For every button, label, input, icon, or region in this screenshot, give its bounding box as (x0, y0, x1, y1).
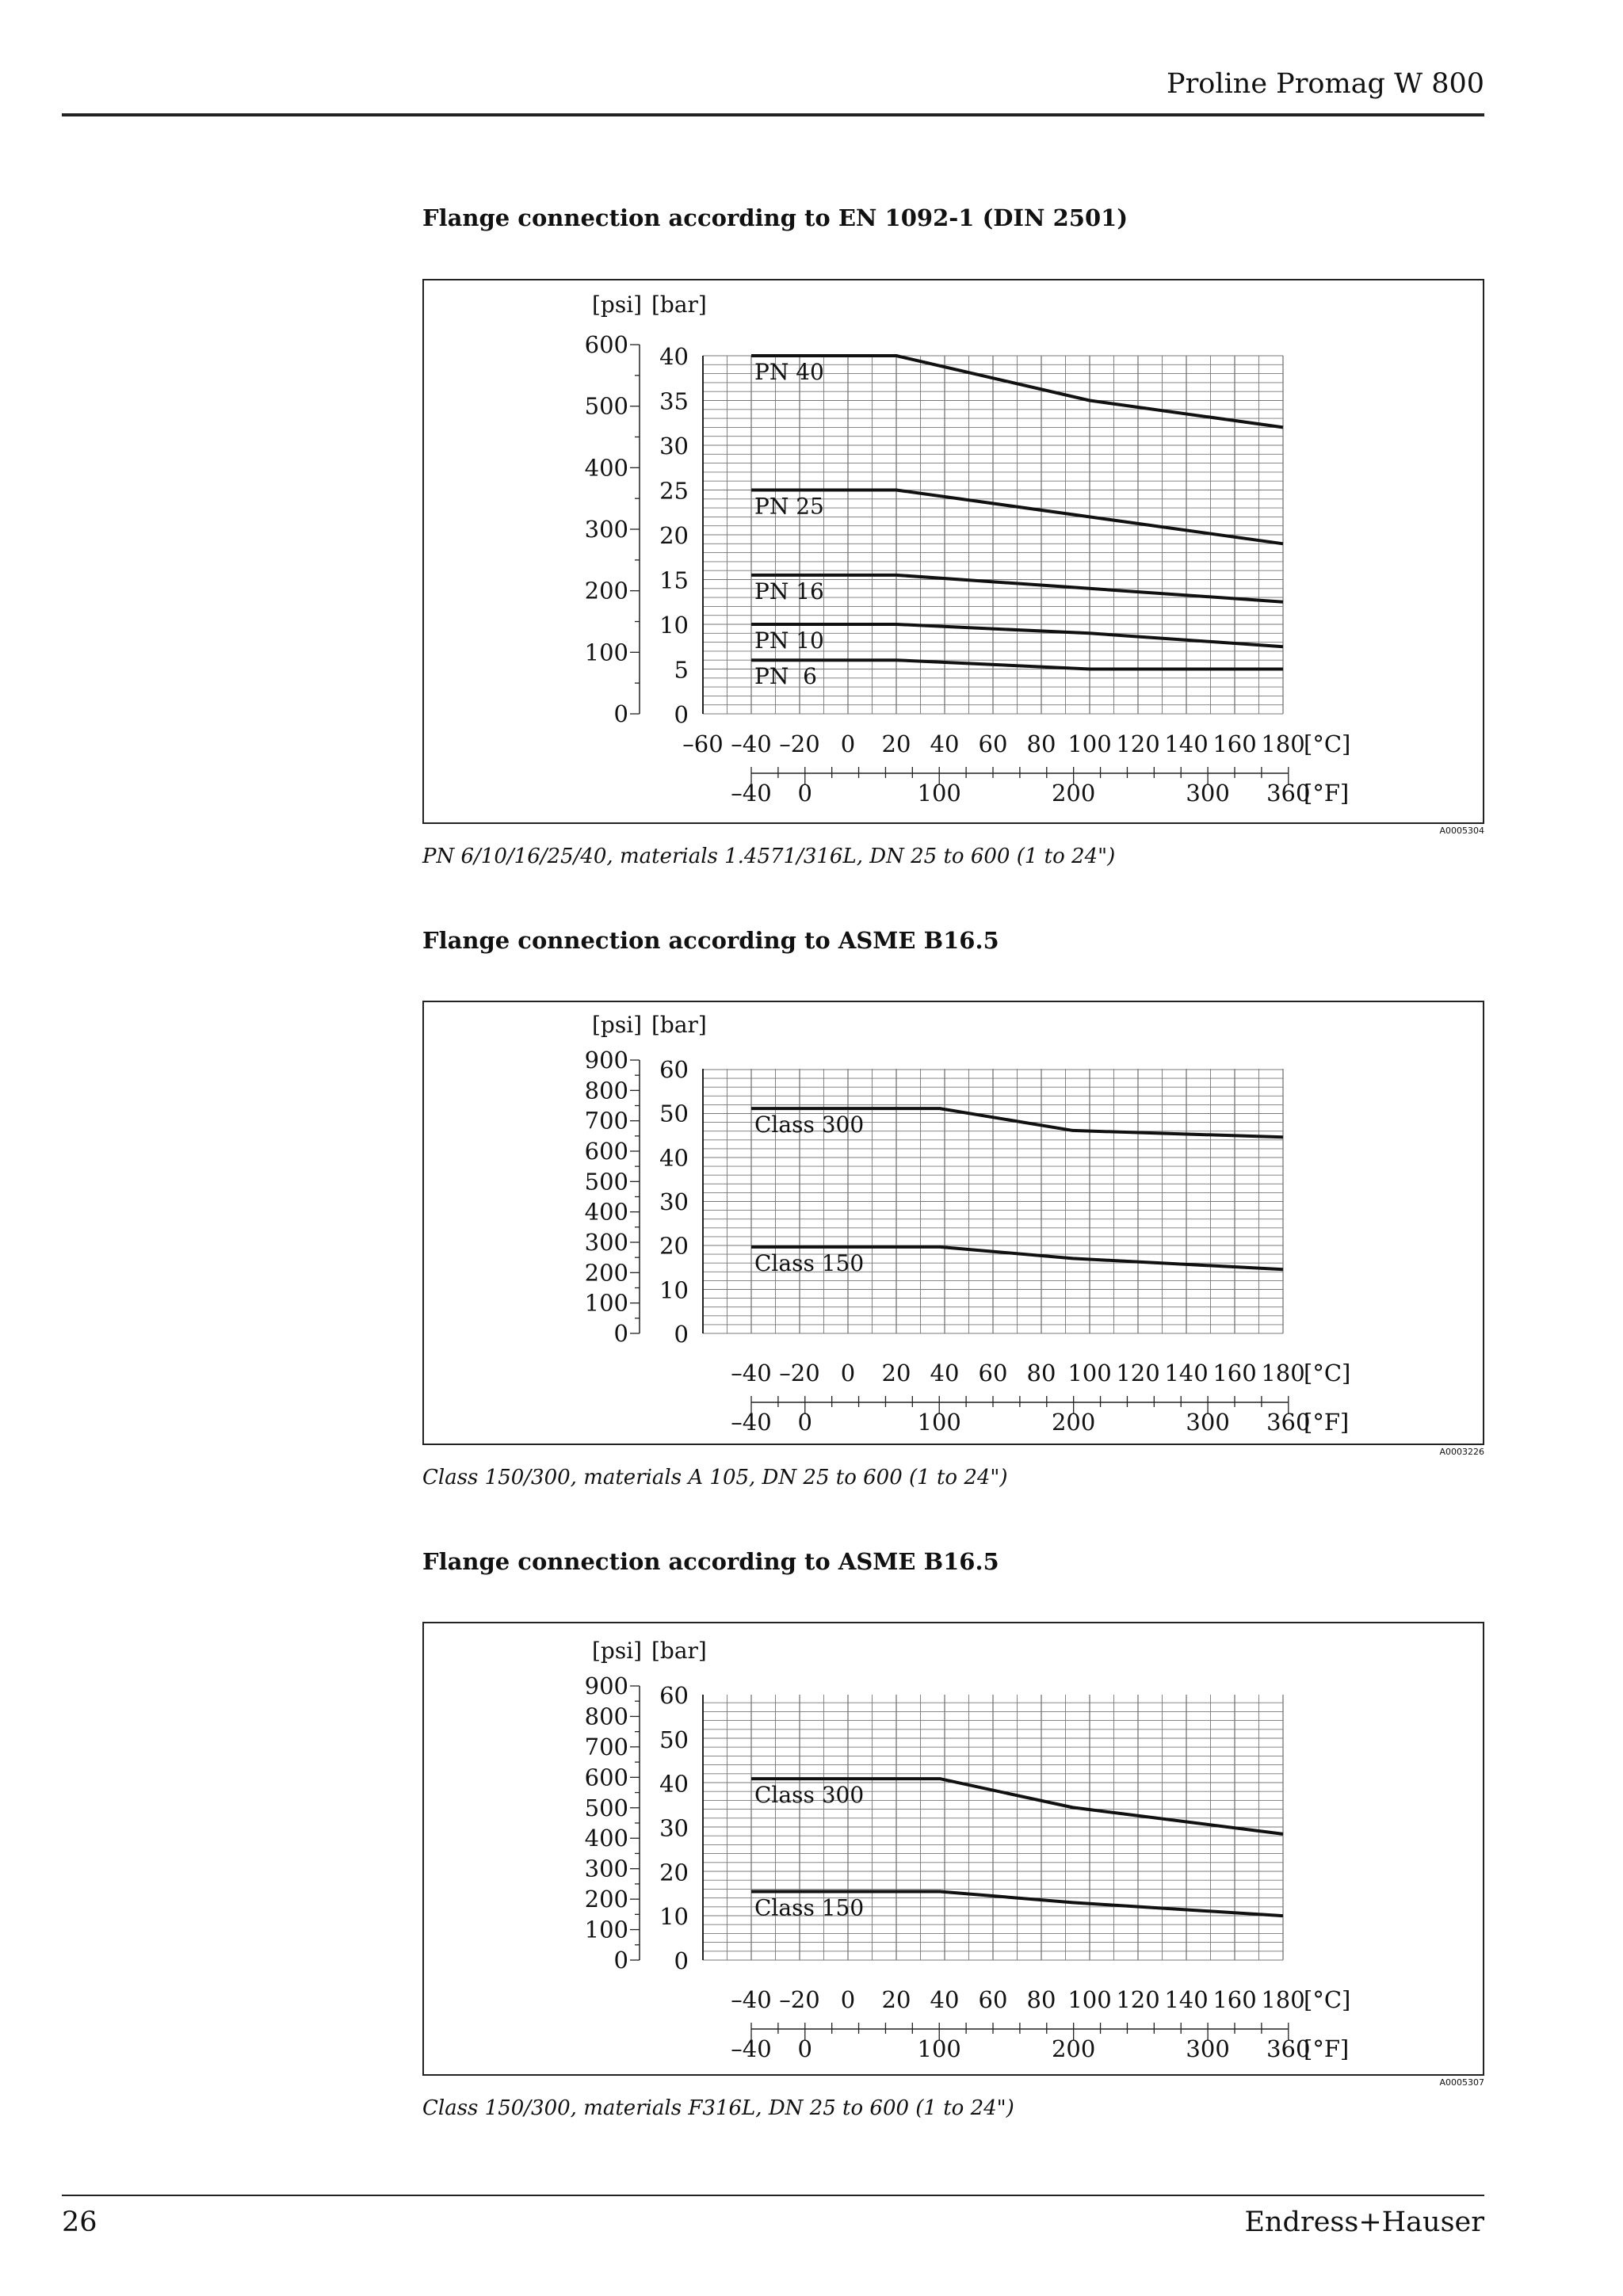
bar-tick-label: 5 (674, 656, 689, 684)
psi-unit-label: [psi] (592, 1012, 643, 1038)
celsius-unit-label: [°C] (1304, 1360, 1351, 1386)
celsius-tick-label: 40 (930, 1986, 960, 2013)
series-label-1: Class 150 (754, 1894, 865, 1921)
fahrenheit-tick-label: 0 (797, 2035, 813, 2062)
psi-tick-label: 0 (613, 700, 628, 727)
section-title-asme-a105: Flange connection according to ASME B16.5 (422, 927, 999, 954)
celsius-tick-label: 120 (1116, 1360, 1160, 1386)
series-label-0: Class 300 (754, 1782, 865, 1809)
psi-unit-label: [psi] (592, 292, 643, 318)
footer-brand: Endress+Hauser (1244, 2206, 1484, 2238)
bar-tick-label: 20 (659, 1232, 689, 1260)
bar-tick-label: 30 (659, 433, 689, 460)
celsius-tick-label: –40 (731, 730, 772, 757)
celsius-tick-label: 160 (1212, 730, 1257, 757)
footer-rule (62, 2195, 1484, 2196)
series-label-1: PN 25 (754, 493, 824, 520)
psi-tick-label: 600 (584, 1764, 628, 1791)
celsius-tick-label: 20 (881, 1360, 911, 1386)
bar-tick-label: 10 (659, 1276, 689, 1304)
celsius-tick-label: 60 (978, 1360, 1008, 1386)
celsius-unit-label: [°C] (1304, 730, 1351, 757)
fahrenheit-tick-label: 200 (1051, 2035, 1096, 2062)
fahrenheit-unit-label: [°F] (1304, 1409, 1350, 1436)
celsius-tick-label: 180 (1261, 730, 1305, 757)
bar-unit-label: [bar] (651, 1638, 707, 1664)
section-title-en1092: Flange connection according to EN 1092-1 (DIN 2501) (422, 204, 1128, 231)
psi-tick-label: 300 (584, 1855, 628, 1882)
celsius-tick-label: 140 (1164, 1360, 1209, 1386)
psi-tick-label: 900 (584, 1047, 628, 1074)
celsius-tick-label: 40 (930, 1360, 960, 1386)
celsius-tick-label: –20 (779, 1986, 820, 2013)
series-label-0: PN 40 (754, 359, 824, 385)
celsius-tick-label: –40 (731, 1986, 772, 2013)
psi-tick-label: 800 (584, 1703, 628, 1730)
bar-tick-label: 40 (659, 1144, 689, 1172)
psi-tick-label: 900 (584, 1672, 628, 1699)
bar-tick-label: 30 (659, 1188, 689, 1215)
psi-tick-label: 800 (584, 1077, 628, 1104)
fahrenheit-tick-label: 0 (797, 1409, 813, 1436)
psi-tick-label: 400 (584, 454, 628, 482)
page-number: 26 (62, 2206, 97, 2238)
figure-id: A0005304 (1439, 826, 1484, 836)
fahrenheit-tick-label: 360 (1266, 2035, 1311, 2062)
psi-tick-label: 100 (584, 1289, 628, 1317)
bar-tick-label: 10 (659, 612, 689, 639)
fahrenheit-tick-label: 200 (1051, 780, 1096, 807)
celsius-tick-label: 100 (1067, 1360, 1112, 1386)
celsius-tick-label: 180 (1261, 1360, 1305, 1386)
psi-tick-label: 300 (584, 1229, 628, 1256)
header-rule (62, 113, 1484, 116)
bar-tick-label: 40 (659, 343, 689, 370)
chart-asme-a105 (422, 1001, 1484, 1445)
bar-tick-label: 25 (659, 477, 689, 505)
celsius-tick-label: –60 (682, 730, 724, 757)
chart-en1092 (422, 279, 1484, 824)
bar-tick-label: 50 (659, 1726, 689, 1753)
psi-tick-label: 0 (613, 1320, 628, 1347)
bar-tick-label: 20 (659, 522, 689, 549)
bar-unit-label: [bar] (651, 292, 707, 318)
celsius-tick-label: 160 (1212, 1360, 1257, 1386)
psi-tick-label: 100 (584, 639, 628, 666)
series-label-3: PN 10 (754, 627, 824, 654)
psi-tick-label: 500 (584, 1168, 628, 1196)
celsius-tick-label: 20 (881, 730, 911, 757)
chart-asme-a105-svg (424, 1002, 1486, 1447)
section-title-asme-f316l: Flange connection according to ASME B16.5 (422, 1548, 999, 1575)
fahrenheit-tick-label: –40 (731, 2035, 772, 2062)
bar-tick-label: 50 (659, 1100, 689, 1127)
series-label-1: Class 150 (754, 1249, 865, 1276)
psi-tick-label: 600 (584, 331, 628, 358)
celsius-tick-label: 0 (840, 1986, 856, 2013)
fahrenheit-unit-label: [°F] (1304, 780, 1350, 807)
series-label-0: Class 300 (754, 1112, 865, 1138)
fahrenheit-tick-label: 300 (1186, 780, 1230, 807)
celsius-tick-label: 80 (1026, 730, 1056, 757)
psi-tick-label: 200 (584, 577, 628, 605)
celsius-tick-label: 0 (840, 1360, 856, 1386)
series-label-2: PN 16 (754, 578, 824, 605)
figure-caption: Class 150/300, materials A 105, DN 25 to 600 (1 to 24") (422, 1466, 1008, 1489)
psi-tick-label: 200 (584, 1886, 628, 1913)
bar-tick-label: 60 (659, 1682, 689, 1709)
celsius-tick-label: –20 (779, 730, 820, 757)
celsius-tick-label: 140 (1164, 1986, 1209, 2013)
figure-caption: Class 150/300, materials F316L, DN 25 to 600 (1 to 24") (422, 2096, 1014, 2120)
psi-tick-label: 700 (584, 1733, 628, 1760)
fahrenheit-tick-label: 100 (917, 1409, 961, 1436)
celsius-tick-label: 100 (1067, 730, 1112, 757)
fahrenheit-tick-label: 360 (1266, 1409, 1311, 1436)
fahrenheit-unit-label: [°F] (1304, 2035, 1350, 2062)
celsius-tick-label: –40 (731, 1360, 772, 1386)
fahrenheit-tick-label: 100 (917, 2035, 961, 2062)
bar-tick-label: 10 (659, 1903, 689, 1931)
celsius-tick-label: 40 (930, 730, 960, 757)
celsius-tick-label: 180 (1261, 1986, 1305, 2013)
psi-tick-label: 700 (584, 1107, 628, 1135)
bar-tick-label: 20 (659, 1859, 689, 1886)
fahrenheit-tick-label: –40 (731, 1409, 772, 1436)
figure-id: A0003226 (1439, 1447, 1484, 1457)
bar-tick-label: 0 (674, 1947, 689, 1974)
psi-tick-label: 400 (584, 1825, 628, 1852)
fahrenheit-tick-label: 360 (1266, 780, 1311, 807)
fahrenheit-tick-label: 200 (1051, 1409, 1096, 1436)
psi-tick-label: 300 (584, 516, 628, 543)
running-header-title: Proline Promag W 800 (1167, 68, 1484, 100)
psi-tick-label: 0 (613, 1947, 628, 1974)
psi-tick-label: 200 (584, 1259, 628, 1287)
celsius-tick-label: 60 (978, 1986, 1008, 2013)
figure-id: A0005307 (1439, 2077, 1484, 2088)
bar-unit-label: [bar] (651, 1012, 707, 1038)
fahrenheit-tick-label: 300 (1186, 2035, 1230, 2062)
celsius-tick-label: 60 (978, 730, 1008, 757)
celsius-unit-label: [°C] (1304, 1986, 1351, 2013)
fahrenheit-tick-label: 100 (917, 780, 961, 807)
celsius-tick-label: 100 (1067, 1986, 1112, 2013)
bar-tick-label: 40 (659, 1770, 689, 1798)
fahrenheit-tick-label: –40 (731, 780, 772, 807)
psi-unit-label: [psi] (592, 1638, 643, 1664)
chart-en1092-svg (424, 280, 1486, 826)
celsius-tick-label: 140 (1164, 730, 1209, 757)
psi-tick-label: 500 (584, 1794, 628, 1821)
bar-tick-label: 35 (659, 387, 689, 415)
bar-tick-label: 60 (659, 1056, 689, 1083)
chart-asme-f316l (422, 1622, 1484, 2076)
bar-tick-label: 15 (659, 566, 689, 594)
series-label-4: PN 6 (754, 663, 817, 690)
fahrenheit-tick-label: 300 (1186, 1409, 1230, 1436)
figure-caption: PN 6/10/16/25/40, materials 1.4571/316L, DN 25 to 600 (1 to 24") (422, 845, 1116, 868)
celsius-tick-label: 120 (1116, 1986, 1160, 2013)
bar-tick-label: 30 (659, 1814, 689, 1842)
bar-tick-label: 0 (674, 1321, 689, 1348)
celsius-tick-label: 20 (881, 1986, 911, 2013)
celsius-tick-label: 0 (840, 730, 856, 757)
psi-tick-label: 400 (584, 1198, 628, 1226)
chart-asme-f316l-svg (424, 1623, 1486, 2077)
celsius-tick-label: 160 (1212, 1986, 1257, 2013)
psi-tick-label: 500 (584, 392, 628, 420)
bar-tick-label: 0 (674, 701, 689, 728)
celsius-tick-label: 120 (1116, 730, 1160, 757)
celsius-tick-label: 80 (1026, 1360, 1056, 1386)
fahrenheit-tick-label: 0 (797, 780, 813, 807)
psi-tick-label: 600 (584, 1138, 628, 1165)
psi-tick-label: 100 (584, 1916, 628, 1943)
celsius-tick-label: –20 (779, 1360, 820, 1386)
celsius-tick-label: 80 (1026, 1986, 1056, 2013)
